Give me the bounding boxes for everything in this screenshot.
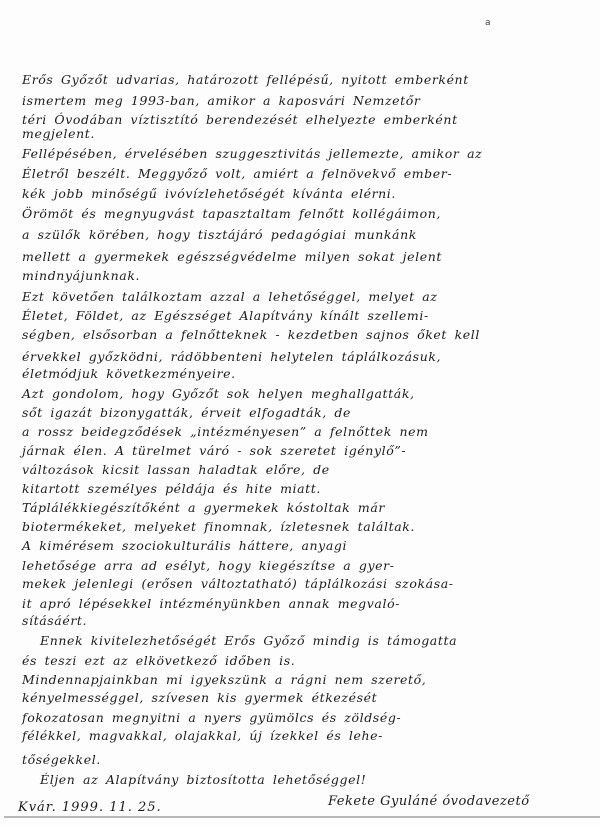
- letter-line: Életről beszélt. Meggyőző volt, amiért a felnövekvő ember-: [22, 166, 453, 181]
- letter-line: Ezt követően találkoztam azzal a lehetőséggel, melyet az: [22, 289, 438, 304]
- letter-line: megjelent.: [22, 126, 95, 141]
- paper-edge: [4, 816, 600, 818]
- letter-line: a szülők körében, hogy tisztájáró pedagógiai munkánk: [22, 227, 417, 242]
- letter-date: Kvár. 1999. 11. 25.: [18, 800, 162, 815]
- letter-line: mindnyájunknak.: [22, 268, 141, 283]
- letter-line: ismertem meg 1993-ban, amikor a kaposvári Nemzetőr: [22, 93, 421, 108]
- letter-line: a rossz beidegződések „intézményesen” a felnőttek nem: [22, 424, 429, 439]
- letter-line: it apró lépésekkel intézményünkben annak megvaló-: [22, 596, 401, 611]
- signature: Fekete Gyuláné óvodavezető: [328, 794, 530, 809]
- letter-line: kék jobb minőségű ivóvízlehetőségét kívánta elérni.: [22, 186, 396, 201]
- letter-line: Táplálékkiegészítőként a gyermekek kóstoltak már: [22, 500, 385, 515]
- letter-line: sőt igazát bizonygatták, érveit elfogadták, de: [22, 405, 351, 420]
- corner-mark: a: [485, 18, 491, 28]
- letter-line: sításáért.: [22, 613, 88, 628]
- letter-line: változások kicsit lassan haladtak előre, de: [22, 462, 330, 477]
- letter-line: és teszi ezt az elkövetkező időben is.: [22, 653, 296, 668]
- letter-line: fokozatosan megnyitni a nyers gyümölcs és zöldség-: [22, 710, 402, 725]
- letter-line: mellett a gyermekek egészségvédelme milyen sokat jelent: [22, 249, 443, 264]
- letter-line: Életet, Földet, az Egészséget Alapítvány kínált szellemi-: [22, 308, 429, 323]
- letter-line: lehetősége arra ad esélyt, hogy kiegészítse a gyer-: [22, 558, 395, 573]
- letter-line: ségben, elsősorban a felnőtteknek - kezdetben sajnos őket kell: [22, 327, 480, 342]
- letter-line: életmódjuk következményeire.: [22, 366, 236, 381]
- letter-line: kényelmességgel, szívesen kis gyermek étkezését: [22, 690, 378, 705]
- letter-line: érvekkel győzködni, rádöbbenteni helytelen táplálkozásuk,: [22, 349, 442, 364]
- letter-line: téri Óvodában víztisztító berendezését elhelyezte emberként: [22, 112, 458, 127]
- letter-line: Örömöt és megnyugvást tapasztaltam felnőtt kollégáimon,: [22, 206, 441, 221]
- letter-line: félékkel, magvakkal, olajakkal, új ízekkel és lehe-: [22, 728, 383, 743]
- letter-line: mekek jelenlegi (erősen változtatható) táplálkozási szokása-: [22, 576, 454, 591]
- letter-line: Erős Győzőt udvarias, határozott fellépésű, nyitott emberként: [22, 72, 469, 87]
- letter-line: tőségekkel.: [22, 752, 101, 767]
- letter-line: járnak élen. A türelmet váró - sok szeretet igénylő”-: [22, 443, 407, 458]
- letter-line: kitartott személyes példája és hite miatt.: [22, 481, 321, 496]
- letter-line: Éljen az Alapítvány biztosította lehetőséggel!: [40, 772, 367, 787]
- letter-line: A kimérésem szociokulturális háttere, anyagi: [22, 538, 348, 553]
- letter-line: Azt gondolom, hogy Győzőt sok helyen meghallgatták,: [22, 386, 415, 401]
- letter-line: Ennek kivitelezhetőségét Erős Győző mindig is támogatta: [40, 633, 458, 648]
- letter-line: Mindennapjainkban mi igyekszünk a rágni nem szerető,: [22, 672, 427, 687]
- letter-line: Fellépésében, érvelésében szuggesztivitás jellemezte, amikor az: [22, 146, 483, 161]
- letter-line: biotermékeket, melyeket finomnak, ízletesnek találtak.: [22, 519, 415, 534]
